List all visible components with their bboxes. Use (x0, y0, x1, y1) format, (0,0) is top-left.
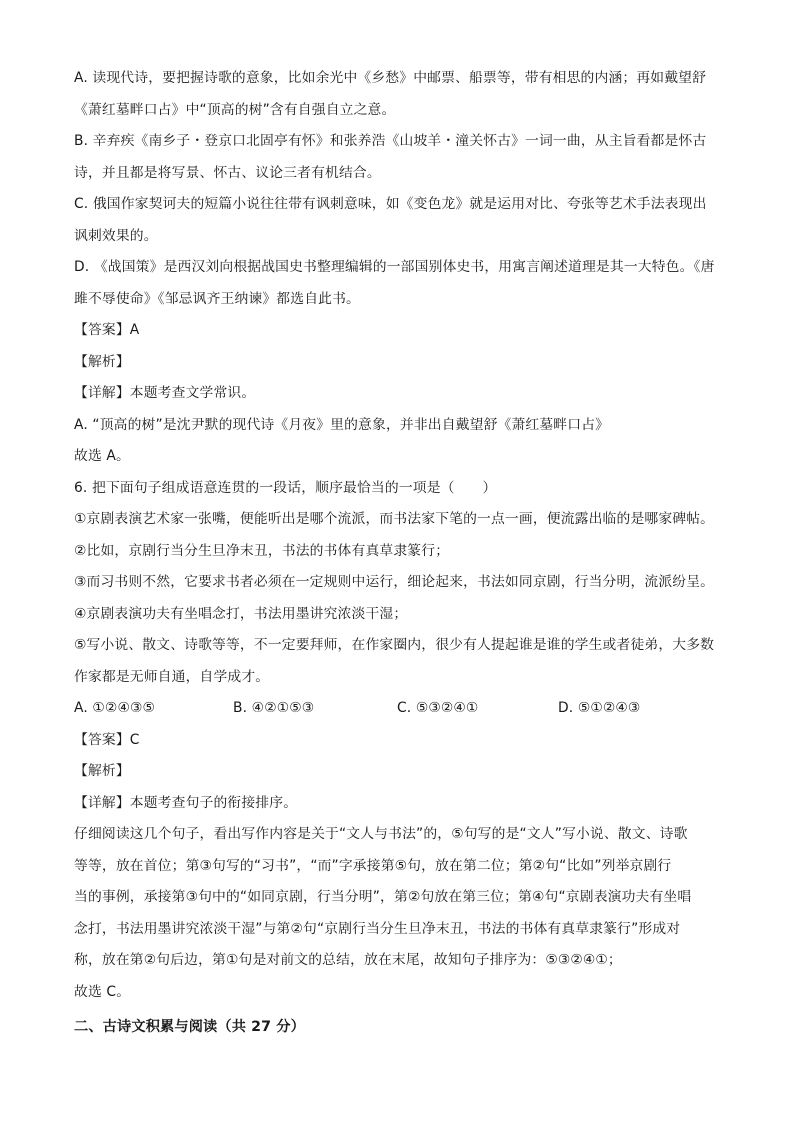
document-content (74, 63, 724, 1044)
section-heading: 二、古诗文积累与阅读（共 27 分） (74, 1019, 305, 1035)
q6-detail-line: 称，放在第②句后边，第①句是对前文的总结，放在末尾，故知句子排序为：⑤③②④①； (74, 952, 622, 968)
q6-detail-line: 故选 C。 (74, 983, 131, 1000)
q6-sentence: ②比如，京剧行当分生旦净末丑，书法的书体有真草隶篆行； (74, 542, 450, 559)
q6-sentence: ④京剧表演功夫有坐唱念打，书法用墨讲究浓淡干湿； (74, 605, 408, 622)
q6-analysis-label: 【解析】 (74, 763, 130, 779)
q5-analysis-label: 【解析】 (74, 353, 130, 370)
q5-option-line: 讽刺效果的。 (74, 227, 158, 244)
q6-sentence: ③而习书则不然，它要求书者必须在一定规则中运行，细论起来，书法如同京剧，行当分明，流派纷呈。 (74, 574, 715, 590)
q5-option-line: C. 俄国作家契诃夫的短篇小说往往带有讽刺意味，如《变色龙》就是运用对比、夸张等艺术手法表现出 (74, 196, 707, 212)
q6-detail-line: 仔细阅读这几个句子，看出写作内容是关于“文人与书法”的，⑤句写的是“文人”写小说、散文、诗歌 (74, 826, 688, 842)
q6-answer: 【答案】C (74, 731, 140, 748)
q6-sentence: ⑤写小说、散文、诗歌等等，不一定要拜师，在作家圈内，很少有人提起谁是谁的学生或者徒弟，大多数 (74, 637, 715, 653)
q6-option-a: A. ①②④③⑤ (74, 700, 156, 716)
q6-option-d: D. ⑤①②④③ (558, 700, 641, 716)
q5-answer: 【答案】A (74, 322, 140, 338)
q6-detail-line: 【详解】本题考查句子的衔接排序。 (74, 794, 298, 811)
q5-option-line: A. 读现代诗，要把握诗歌的意象，比如余光中《乡愁》中邮票、船票等，带有相思的内涵；再如戴望舒 (74, 70, 707, 86)
q5-detail-line: A. “顶高的树”是沈尹默的现代诗《月夜》里的意象，并非出自戴望舒《萧红墓畔口占》 (74, 416, 610, 433)
q5-option-line: B. 辛弃疾《南乡子・登京口北固亭有怀》和张养浩《山坡羊・潼关怀古》一词一曲，从主旨看都是怀古 (74, 133, 707, 149)
q6-stem: 6. 把下面句子组成语意连贯的一段话，顺序最恰当的一项是（ ） (74, 479, 497, 496)
q6-detail-line: 念打，书法用墨讲究浓淡干湿”与第②句“京剧行当分生旦净末丑，书法的书体有真草隶篆行”形成对 (74, 920, 681, 937)
q5-detail-line: 故选 A。 (74, 448, 130, 464)
q5-option-line: 诗，并且都是将写景、怀古、议论三者有机结合。 (74, 164, 381, 181)
q5-option-line: 雎不辱使命》《邹忌讽齐王纳谏》都选自此书。 (74, 290, 360, 307)
q5-option-line: 《萧红墓畔口占》中“顶高的树”含有自强自立之意。 (74, 101, 396, 118)
q6-sentence: 作家都是无师自通，自学成才。 (74, 668, 270, 685)
q6-detail-line: 当的事例，承接第③句中的“如同京剧，行当分明”，第②句放在第三位；第④句“京剧表演功夫有坐唱 (74, 889, 692, 905)
q6-sentence: ①京剧表演艺术家一张嘴，便能听出是哪个流派，而书法家下笔的一点一画，便流露出临的是哪家碑帖。 (74, 511, 715, 527)
q5-option-line: D. 《战国策》是西汉刘向根据战国史书整理编辑的一部国别体史书，用寓言阐述道理是其一大特色。《唐 (74, 259, 715, 275)
q6-option-c: C. ⑤③②④① (397, 700, 479, 716)
q6-options-row (74, 693, 724, 725)
q6-option-b: B. ④②①⑤③ (233, 700, 315, 716)
q5-detail-line: 【详解】本题考查文学常识。 (74, 385, 256, 401)
q6-detail-line: 等等，放在首位；第③句写的“习书”，“而”字承接第⑤句，放在第二位；第②句“比如”列举京剧行 (74, 857, 672, 874)
